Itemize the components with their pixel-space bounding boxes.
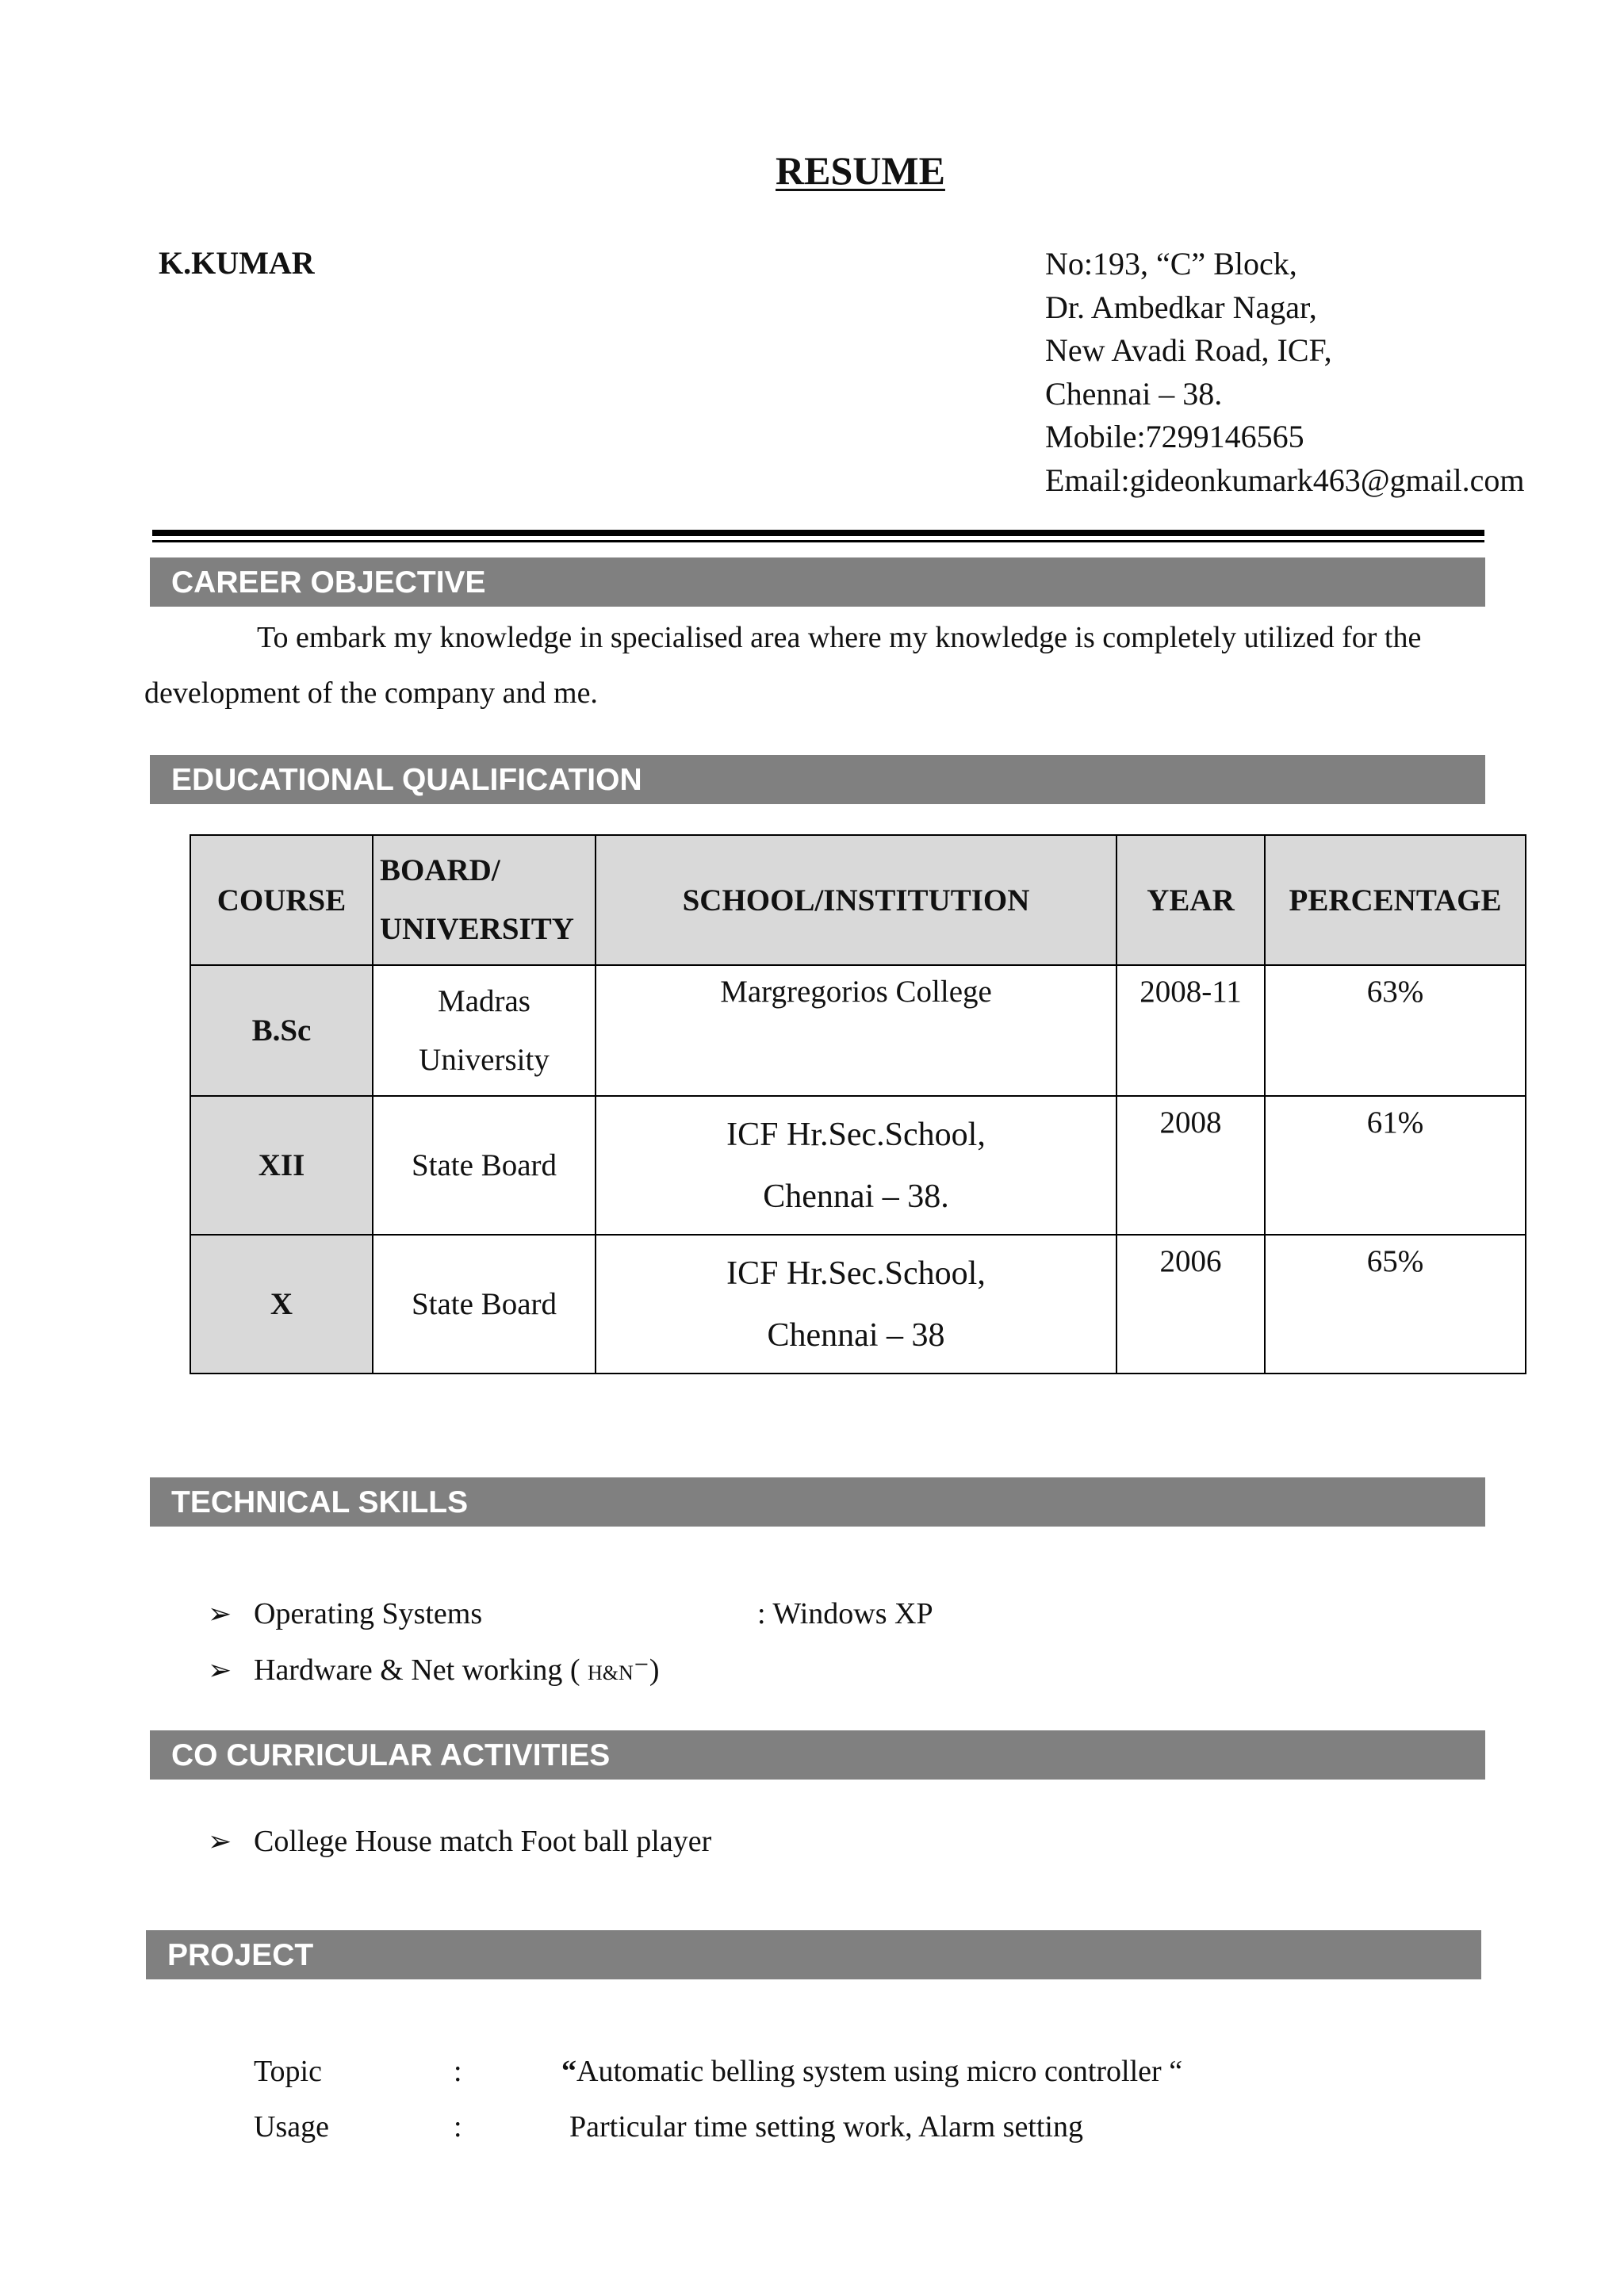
arrow-bullet-icon: ➢ — [208, 1826, 232, 1857]
project-separator: : — [454, 2110, 462, 2144]
course-cell: B.Sc — [190, 965, 373, 1096]
year-cell: 2008 — [1116, 1096, 1265, 1235]
education-table — [190, 834, 1526, 1374]
skill-item — [208, 1596, 482, 1631]
board-cell: State Board — [373, 1235, 596, 1374]
table-row — [190, 965, 1526, 1096]
course-cell: XII — [190, 1096, 373, 1235]
skill-item — [208, 1652, 660, 1688]
career-objective-line: development of the company and me. — [144, 676, 598, 710]
skill-value: : Windows XP — [757, 1597, 933, 1630]
table-row — [190, 1096, 1526, 1235]
project-label-usage: Usage — [254, 2110, 329, 2144]
percentage-cell: 63% — [1265, 965, 1526, 1096]
table-row — [190, 1235, 1526, 1374]
board-line: University — [419, 1042, 550, 1077]
section-heading-co-curricular: CO CURRICULAR ACTIVITIES — [150, 1730, 1485, 1780]
board-cell — [373, 965, 596, 1096]
school-cell: Margregorios College — [596, 965, 1116, 1096]
address-line: Dr. Ambedkar Nagar, — [1045, 289, 1317, 325]
address-line: New Avadi Road, ICF, — [1045, 332, 1332, 369]
year-cell: 2008-11 — [1116, 965, 1265, 1096]
career-objective-line: To embark my knowledge in specialised area where my knowledge is completely utilized for the — [257, 621, 1422, 654]
section-heading-education: EDUCATIONAL QUALIFICATION — [150, 755, 1485, 804]
email-address: Email:gideonkumark463@gmail.com — [1045, 462, 1525, 498]
activity-item — [208, 1824, 711, 1859]
project-topic-value — [561, 2054, 1182, 2089]
section-heading-career-objective: CAREER OBJECTIVE — [150, 557, 1485, 607]
school-cell — [596, 1235, 1116, 1374]
arrow-bullet-icon: ➢ — [208, 1598, 232, 1630]
arrow-bullet-icon: ➢ — [208, 1654, 232, 1686]
mobile-number: Mobile:7299146565 — [1045, 419, 1304, 455]
project-topic-text: Automatic belling system using micro controller “ — [576, 2055, 1183, 2088]
skill-suffix: ⁻) — [633, 1653, 660, 1687]
project-usage-value: Particular time setting work, Alarm setting — [569, 2110, 1083, 2144]
skill-label: Hardware & Net working ( — [254, 1653, 580, 1687]
school-line: Chennai – 38 — [767, 1316, 945, 1354]
board-line: Madras — [438, 983, 530, 1018]
address-block — [1045, 243, 1525, 503]
address-line: Chennai – 38. — [1045, 375, 1223, 412]
open-quote: “ — [561, 2055, 576, 2088]
header-percentage: PERCENTAGE — [1265, 835, 1526, 965]
year-cell: 2006 — [1116, 1235, 1265, 1374]
header-course: COURSE — [190, 835, 373, 965]
school-line: ICF Hr.Sec.School, — [726, 1116, 986, 1153]
percentage-cell: 61% — [1265, 1096, 1526, 1235]
skill-label: Operating Systems — [254, 1597, 483, 1630]
table-header-row — [190, 835, 1526, 965]
board-cell: State Board — [373, 1096, 596, 1235]
header-divider-thin — [152, 540, 1484, 542]
candidate-name: K.KUMAR — [159, 245, 315, 281]
activity-label: College House match Foot ball player — [254, 1825, 712, 1858]
percentage-cell: 65% — [1265, 1235, 1526, 1374]
section-heading-technical-skills: TECHNICAL SKILLS — [150, 1477, 1485, 1527]
address-line: No:193, “C” Block, — [1045, 246, 1297, 282]
project-separator: : — [454, 2055, 462, 2088]
resume-title: RESUME — [776, 148, 945, 193]
skill-abbrev: H&N — [588, 1661, 634, 1684]
school-cell — [596, 1096, 1116, 1235]
section-heading-project: PROJECT — [146, 1930, 1481, 1979]
school-line: Chennai – 38. — [763, 1178, 949, 1215]
course-cell: X — [190, 1235, 373, 1374]
header-board — [373, 835, 596, 965]
header-year: YEAR — [1116, 835, 1265, 965]
header-divider-thick — [152, 530, 1484, 536]
header-school: SCHOOL/INSTITUTION — [596, 835, 1116, 965]
header-board-line: BOARD/ — [380, 853, 500, 887]
project-label-topic: Topic — [254, 2055, 322, 2088]
school-line: ICF Hr.Sec.School, — [726, 1255, 986, 1292]
header-board-line: UNIVERSITY — [380, 912, 574, 946]
